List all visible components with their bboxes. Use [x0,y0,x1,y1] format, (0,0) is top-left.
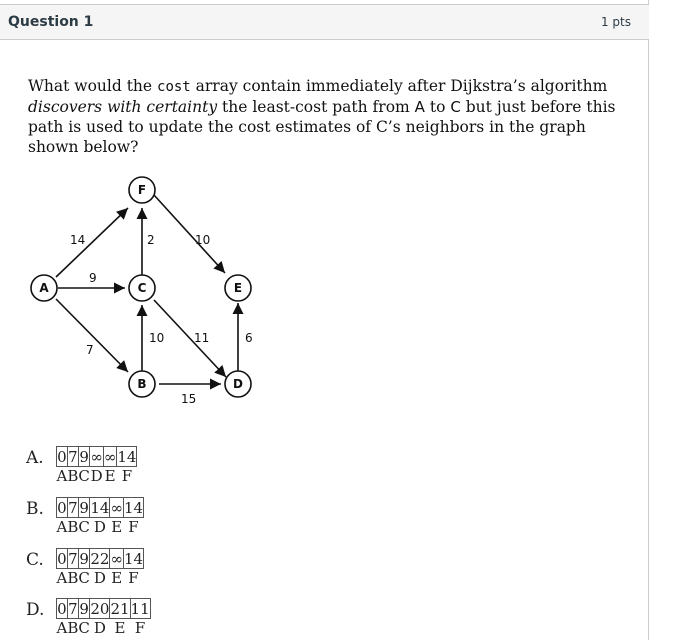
cost-cell: 9 [79,498,89,517]
question-emphasis: discovers with certainty [28,98,218,116]
node-label-cell: C [78,467,90,485]
node-label-cell: E [111,518,123,536]
weight-a-c: 9 [89,271,97,285]
node-a-label: A [39,281,49,295]
cost-cell: 11 [130,599,150,618]
cost-cell: 9 [79,549,89,568]
node-b-label: B [137,377,147,391]
node-label-cell: C [78,569,90,587]
node-label-cell: F [128,518,139,536]
edge-a-b [56,299,128,372]
cost-cell: 9 [79,447,89,466]
question-header [0,4,649,40]
node-d-label: D [233,377,243,391]
node-label-cell: B [67,569,79,587]
node-label-cell: F [121,467,133,485]
edge-a-f [56,208,128,277]
cost-cell: 7 [68,447,78,466]
weight-a-f: 14 [70,233,86,247]
weight-c-f: 2 [147,233,155,247]
weight-b-d: 15 [181,392,197,406]
node-label-cell: D [90,467,103,485]
node-label-cell: B [67,467,79,485]
cost-cell: 7 [68,498,78,517]
cost-cell: 14 [90,498,110,517]
question-text-part: to [424,98,451,116]
node-ref-a: A [414,98,425,116]
cost-cell: 7 [68,549,78,568]
node-f-label: F [137,183,147,197]
node-label-cell: E [111,569,123,587]
node-label-cell: D [93,619,106,637]
node-label-cell: B [67,619,79,637]
cost-cell: ∞ [90,447,103,466]
weight-c-d: 11 [194,331,210,345]
node-label-cell: C [78,518,90,536]
node-label-cell: D [93,569,106,587]
cost-cell: 22 [90,549,110,568]
cost-cell: ∞ [103,447,117,466]
node-e-label: E [233,281,243,295]
node-label-cell: F [134,619,146,637]
weight-b-c: 10 [149,331,165,345]
question-text-part: the least-cost path from [217,98,415,116]
cost-cell: 0 [57,549,67,568]
graph-diagram [20,170,280,410]
option-letter: A. [26,448,44,468]
code-cost: cost [157,79,191,95]
question-text-part: but just before this path is used to update the cost estimates of C’s neighbors in the graph shown below? [28,98,616,156]
edge-c-d [154,300,226,377]
question-points: 1 pts [600,15,631,29]
node-label-cell: D [93,518,106,536]
node-ref-c: C [450,98,461,116]
node-c-label: C [137,281,147,295]
cost-cell: 0 [57,599,67,618]
cost-cell: 20 [90,599,110,618]
cost-cell: 14 [117,447,137,466]
question-text [28,76,622,157]
question-title: Question 1 [8,14,94,30]
node-label-cell: A [56,619,68,637]
weight-a-b: 7 [86,343,94,357]
node-label-cell: E [114,619,126,637]
cost-cell: 14 [123,549,144,568]
node-label-cell: E [104,467,116,485]
option-letter: D. [26,600,45,620]
cost-array [56,497,144,536]
option-letter: B. [26,499,44,519]
cost-cell: 0 [57,498,67,517]
node-label-cell: A [56,467,68,485]
node-label-cell: C [78,619,90,637]
weight-f-e: 10 [195,233,211,247]
cost-cell: 7 [68,599,78,618]
cost-array [56,598,151,637]
node-label-cell: A [56,518,68,536]
cost-array [56,548,144,587]
question-text-part: What would the [28,77,158,95]
cost-cell: 14 [123,498,144,517]
edge-f-e [154,195,225,273]
option-letter: C. [26,550,44,570]
node-label-cell: A [56,569,68,587]
cost-cell: 0 [57,447,67,466]
node-label-cell: F [128,569,139,587]
node-label-cell: B [67,518,79,536]
cost-cell: 9 [79,599,89,618]
question-text-part: array contain immediately after Dijkstra’s algorithm [190,77,608,95]
cost-array [56,446,137,485]
cost-cell: ∞ [110,498,123,517]
cost-cell: ∞ [110,549,123,568]
weight-d-e: 6 [245,331,253,345]
cost-cell: 21 [110,599,130,618]
